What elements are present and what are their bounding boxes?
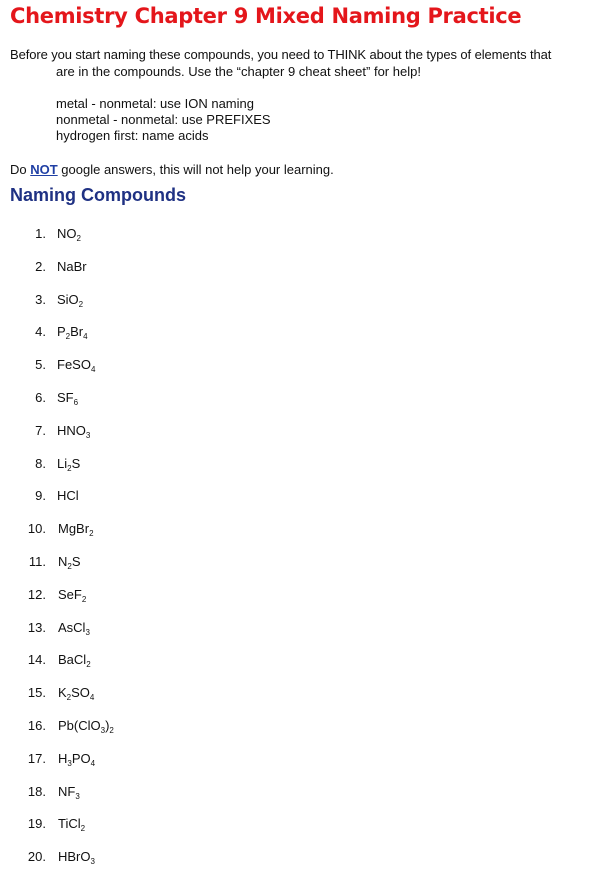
formula-subscript: 2 [81,594,87,604]
formula-text: TiCl [58,816,81,832]
compound-formula [57,422,90,440]
compound-formula [57,487,79,505]
compound-formula [58,619,90,637]
formula-subscript: 3 [100,725,106,735]
list-item [0,750,300,783]
list-item [0,651,300,684]
rule-prefixes: nonmetal - nonmetal: use PREFIXES [56,112,271,127]
formula-text: MgBr [58,521,90,537]
formula-subscript: 4 [89,693,95,703]
compound-formula [58,783,80,801]
item-number: 5. [35,357,46,373]
formula-subscript: 2 [67,561,72,571]
compound-formula [58,684,94,702]
list-item [0,225,300,258]
compound-formula [57,225,81,243]
list-item [0,586,300,619]
compound-formula [57,455,80,473]
compound-formula [57,389,78,407]
list-item [0,848,300,881]
formula-subscript: 2 [65,332,71,342]
item-number: 19. [27,816,46,832]
compound-formula [57,291,83,309]
compound-formula [57,258,87,276]
list-item [0,619,300,652]
item-number: 20. [27,849,46,865]
item-number: 18. [27,783,46,799]
list-item [0,553,300,586]
formula-subscript: 2 [86,660,91,670]
formula-subscript: 2 [67,463,72,473]
list-item [0,291,300,324]
warning-note [10,161,334,178]
list-item [0,815,300,848]
formula-text: Pb(ClO [58,717,101,733]
formula-subscript: 3 [67,758,72,768]
item-number: 2. [35,258,46,274]
page-title: Chemistry Chapter 9 Mixed Naming Practice [10,4,522,28]
list-item [0,356,300,389]
compound-list [0,225,300,881]
formula-text: NaBr [57,258,87,274]
formula-subscript: 2 [76,234,81,243]
formula-subscript: 2 [66,693,72,703]
formula-text: FeSO [57,357,91,373]
item-number: 6. [35,389,46,405]
item-number: 14. [27,652,46,668]
formula-text: SiO [57,291,79,307]
compound-formula [58,750,95,768]
intro-line-2: are in the compounds. Use the “chapter 9 cheat sheet” for help! [56,64,421,79]
formula-text: SF [57,389,74,405]
formula-subscript: 2 [109,725,114,735]
list-item [0,684,300,717]
list-item [0,717,300,750]
naming-rules [56,96,271,144]
intro-line-1: Before you start naming these compounds, you need to THINK about the types of elements that [10,47,552,62]
formula-text: Li [57,455,68,471]
formula-text: ) [105,717,110,733]
item-number: 15. [27,685,46,701]
formula-text: H [58,750,68,766]
formula-subscript: 2 [89,529,94,539]
formula-text: AsCl [58,619,86,635]
formula-text: SeF [58,586,82,602]
item-number: 16. [27,717,46,733]
item-number: 11. [28,553,46,569]
list-item [0,783,300,816]
item-number: 13. [27,619,46,635]
formula-subscript: 3 [75,791,80,801]
list-item [0,323,300,356]
formula-subscript: 4 [83,332,88,342]
compound-formula [58,651,91,669]
formula-text: SO [71,685,90,701]
list-item [0,258,300,291]
compound-formula [58,815,85,833]
compound-formula [58,586,86,604]
formula-text: BaCl [58,652,87,668]
formula-subscript: 3 [85,430,91,440]
formula-subscript: 6 [73,397,79,407]
list-item [0,455,300,488]
item-number: 10. [27,521,46,537]
formula-text: Br [70,324,84,340]
formula-text: HCl [57,488,79,504]
formula-subscript: 4 [90,365,96,375]
item-number: 9. [35,488,46,504]
compound-formula [58,717,114,735]
formula-subscript: 3 [90,857,95,867]
compound-formula [58,520,94,538]
formula-text: S [71,553,81,569]
warning-prefix: Do [10,162,31,177]
formula-text: HNO [57,422,86,438]
formula-text: HBrO [58,849,91,865]
formula-subscript: 2 [78,299,84,309]
list-item [0,389,300,422]
warning-suffix: google answers, this will not help your learning. [57,162,334,177]
compound-formula [57,356,95,374]
item-number: 1. [35,226,46,241]
formula-text: NO [57,226,77,241]
formula-text: NF [58,783,76,799]
formula-subscript: 2 [80,824,86,834]
warning-emphasis: NOT [30,162,58,177]
compound-formula [58,848,95,866]
formula-text: S [71,455,81,471]
formula-subscript: 3 [85,627,90,637]
list-item [0,520,300,553]
item-number: 8. [35,455,46,471]
item-number: 7. [35,422,46,438]
formula-text: N [58,553,68,569]
rule-ion: metal - nonmetal: use ION naming [56,96,254,111]
compound-formula [57,323,88,341]
rule-acids: hydrogen first: name acids [56,128,209,143]
item-number: 3. [35,291,46,307]
item-number: 12. [27,586,46,602]
formula-subscript: 4 [90,758,96,768]
compound-formula [58,553,81,571]
item-number: 17. [27,750,46,766]
formula-text: P [57,324,66,340]
intro-paragraph [10,46,616,80]
section-heading: Naming Compounds [10,185,186,205]
item-number: 4. [35,324,46,340]
list-item [0,487,300,520]
formula-text: PO [71,750,91,766]
list-item [0,422,300,455]
formula-text: K [58,685,67,701]
